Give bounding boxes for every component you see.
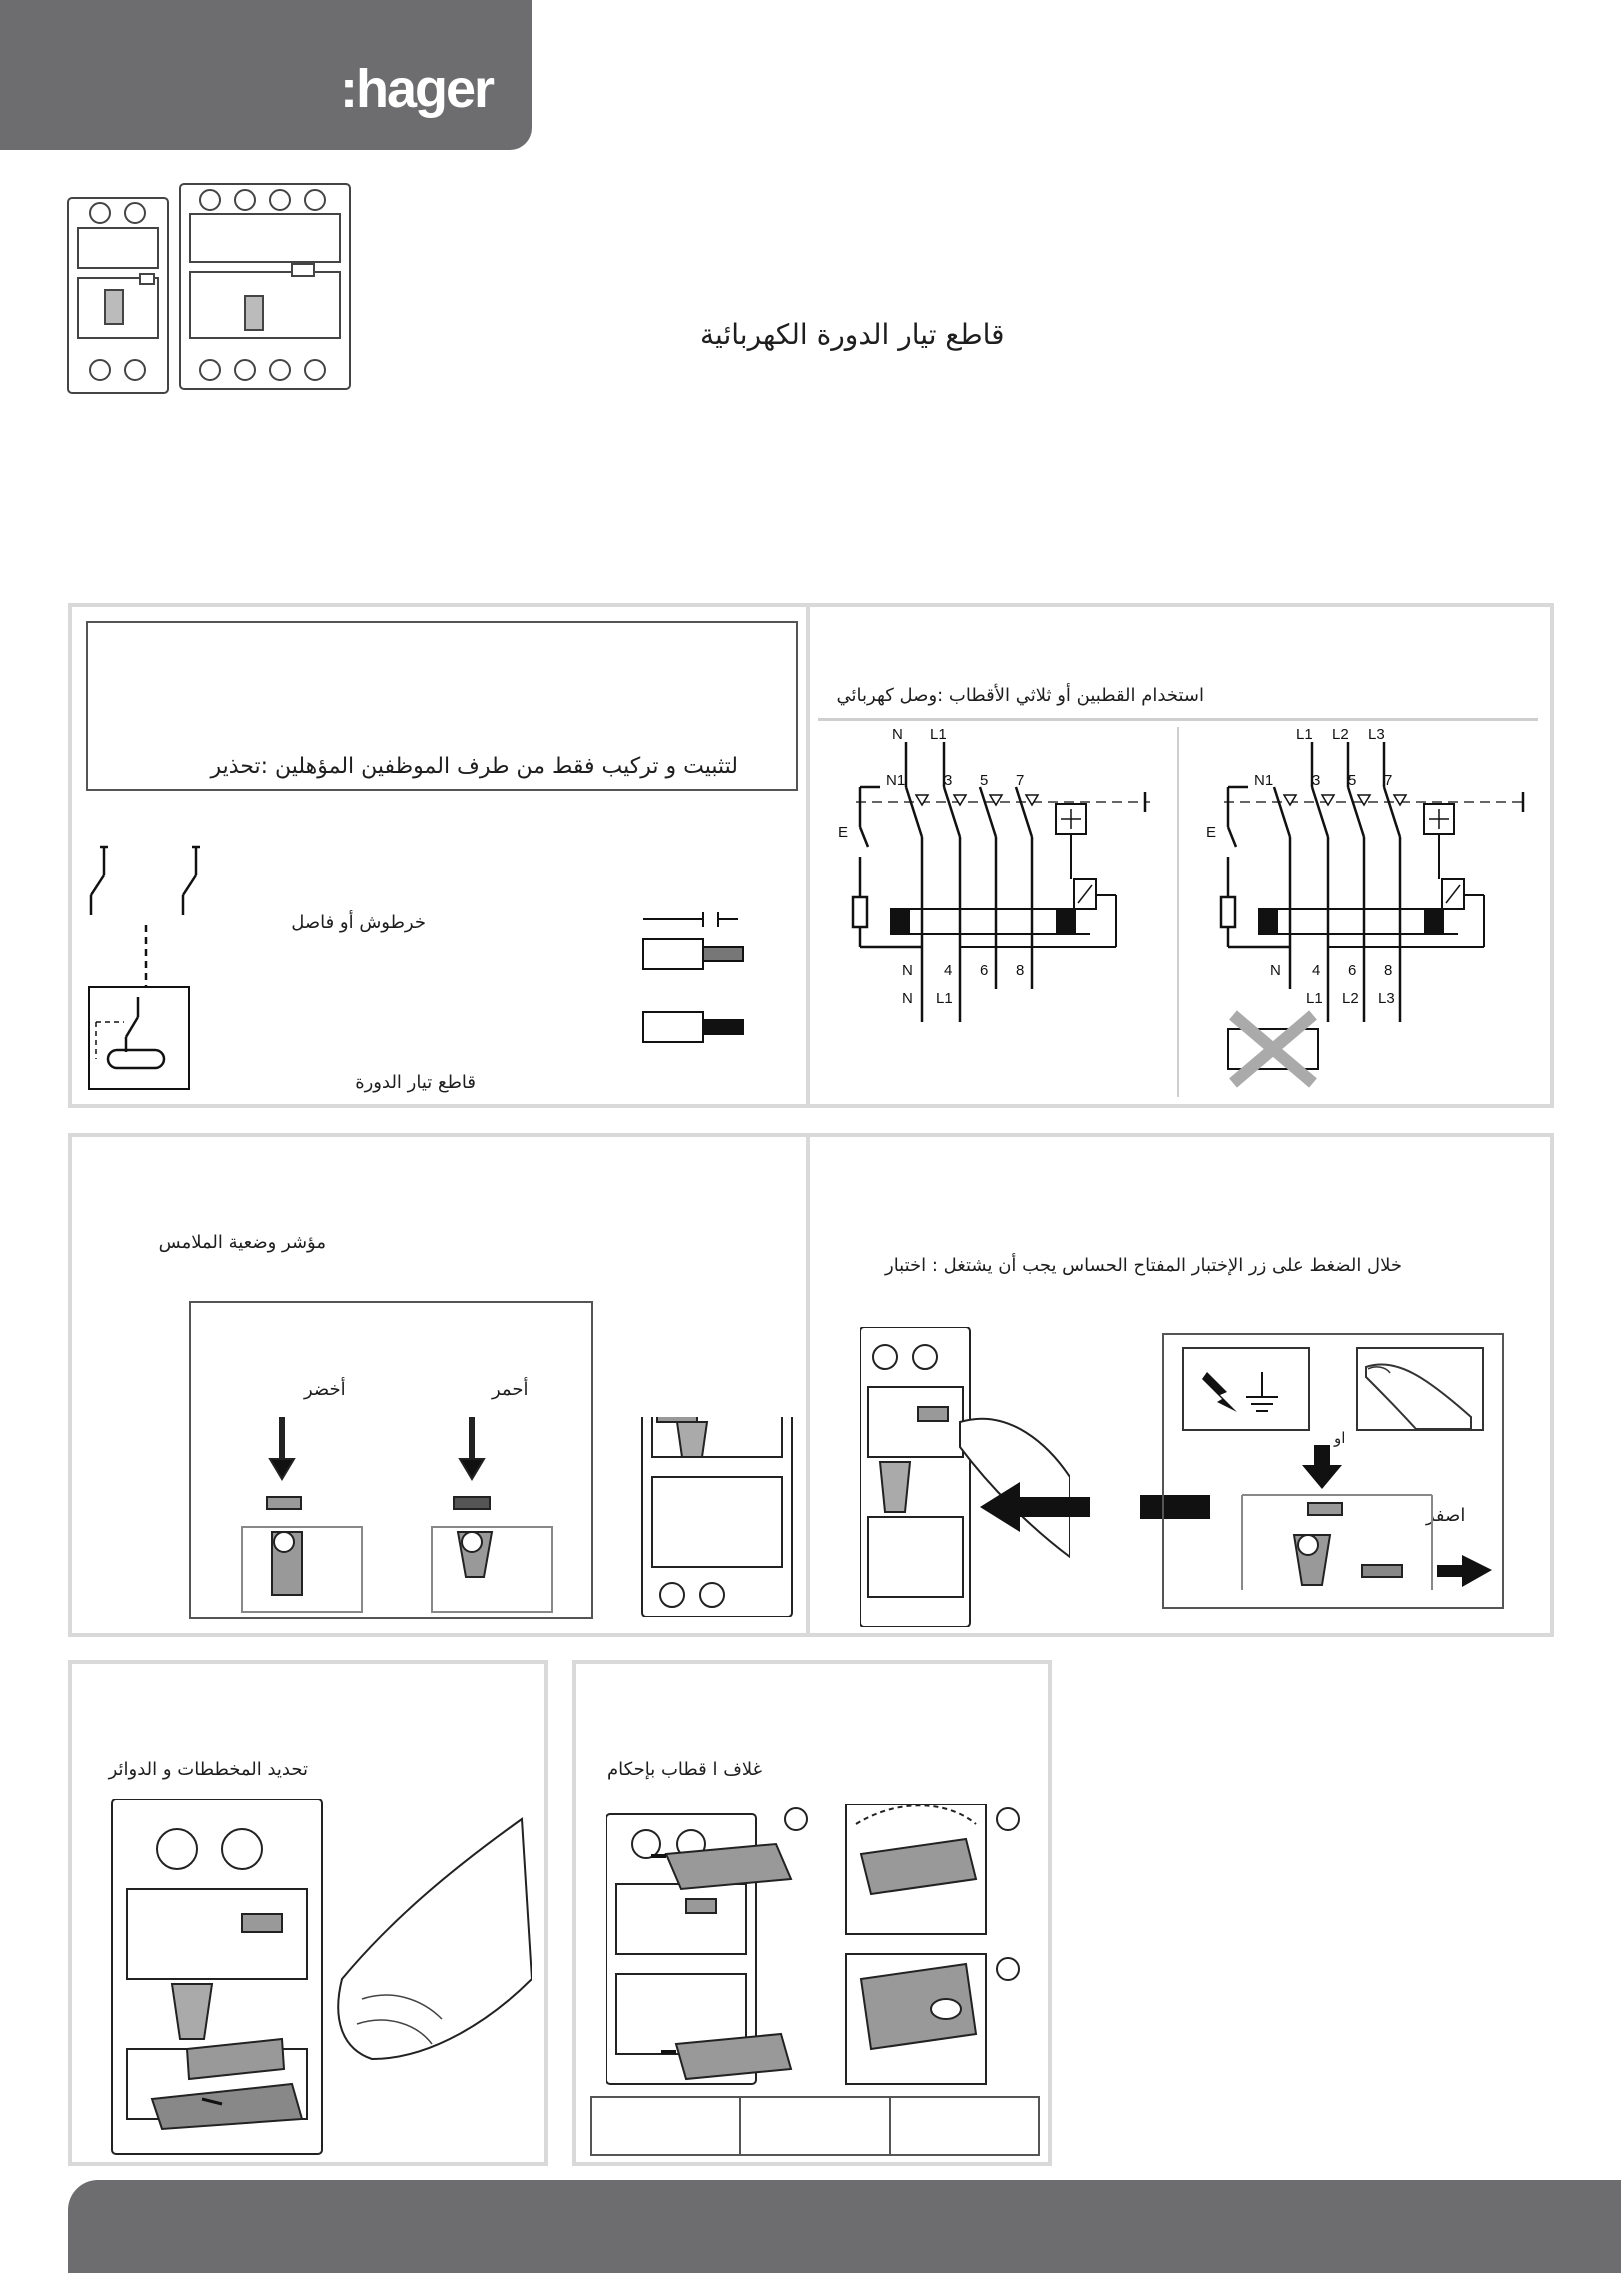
left-bottom-line: N: [902, 990, 913, 1007]
marking-panel: [68, 1660, 548, 2166]
or-label: او: [1334, 1429, 1346, 1447]
test-result-illustration: [1222, 1445, 1497, 1595]
right-top-terminal: L2: [1332, 727, 1349, 743]
left-mid-terminal: 5: [980, 772, 989, 789]
right-bottom-line: L1: [1306, 990, 1323, 1007]
test-panel: [806, 1133, 1554, 1637]
two-pole-diagram: [820, 727, 1170, 1107]
test-terminal-label: E: [1206, 824, 1217, 841]
right-top-terminal: L3: [1368, 727, 1385, 743]
indicator-panel: [68, 1133, 810, 1637]
left-bottom-line: L1: [936, 990, 953, 1007]
left-bottom-terminal: N: [902, 962, 913, 979]
right-bottom-terminal: N: [1270, 962, 1281, 979]
right-mid-terminal: 7: [1384, 772, 1393, 789]
left-bottom-terminal: 8: [1016, 962, 1025, 979]
diagram-separator: [1177, 727, 1179, 1097]
indicator-illustration: [222, 1417, 802, 1617]
marking-title: تحديد المخططات و الدوائر: [108, 1759, 308, 1780]
fault-icon: [1182, 1347, 1310, 1431]
not-allowed-icon: [1228, 1015, 1318, 1083]
table-cell: [891, 2098, 1038, 2154]
left-top-terminal: L1: [930, 727, 947, 743]
page-title: قاطع تيار الدورة الكهربائية: [700, 318, 1005, 351]
left-bottom-terminal: 6: [980, 962, 989, 979]
test-title: خلال الضغط على زر الإختبار المفتاح الحساس يجب أن يشتغل : اختبار: [885, 1255, 1402, 1276]
left-bottom-terminal: 4: [944, 962, 953, 979]
right-bottom-terminal: 6: [1348, 962, 1357, 979]
warning-text: لتثبيت و تركيب فقط من طرف الموظفين المؤهلين :تحذير: [210, 754, 738, 779]
hager-logo: :hager: [340, 59, 494, 119]
table-cell: [592, 2098, 741, 2154]
connection-divider: [818, 718, 1538, 721]
red-label: أحمر: [492, 1379, 529, 1400]
connection-panel: [806, 603, 1554, 1108]
right-bottom-line: L3: [1378, 990, 1395, 1007]
wiring-panel: [68, 603, 810, 1108]
cover-title: غلاف ا قطاب بإحكام: [607, 1759, 762, 1780]
cover-panel: [572, 1660, 1052, 2166]
cable-label: خرطوش أو فاصل: [291, 912, 426, 933]
left-mid-terminal: N1: [886, 772, 906, 789]
test-terminal-label: E: [838, 824, 849, 841]
yellow-label: اصفر: [1426, 1505, 1466, 1526]
footer-bar: [68, 2180, 1621, 2273]
right-bottom-line: L2: [1342, 990, 1359, 1007]
breaker-label: قاطع تيار الدورة: [355, 1072, 476, 1093]
left-top-terminal: N: [892, 727, 903, 743]
right-mid-terminal: 5: [1348, 772, 1357, 789]
wire-strip-diagram: [638, 907, 788, 1057]
cover-table: [590, 2096, 1040, 2156]
product-illustration: [60, 178, 360, 403]
right-bottom-terminal: 8: [1384, 962, 1393, 979]
right-mid-terminal: 3: [1312, 772, 1321, 789]
marking-illustration: [92, 1799, 532, 2159]
table-cell: [741, 2098, 890, 2154]
right-mid-terminal: N1: [1254, 772, 1274, 789]
right-bottom-terminal: 4: [1312, 962, 1321, 979]
connection-title: استخدام القطبين أو ثلاثي الأقطاب :وصل كهربائي: [836, 685, 1204, 706]
cover-illustration: [606, 1804, 1036, 2094]
left-mid-terminal: 3: [944, 772, 953, 789]
finger-icon: [1356, 1347, 1484, 1431]
left-mid-terminal: 7: [1016, 772, 1025, 789]
warning-box: [86, 621, 798, 791]
indicator-title: مؤشر وضعية الملامس: [158, 1232, 326, 1253]
three-pole-diagram: [1188, 727, 1548, 1107]
switch-symbols: [86, 837, 326, 1097]
green-label: أخضر: [304, 1379, 346, 1400]
right-top-terminal: L1: [1296, 727, 1313, 743]
